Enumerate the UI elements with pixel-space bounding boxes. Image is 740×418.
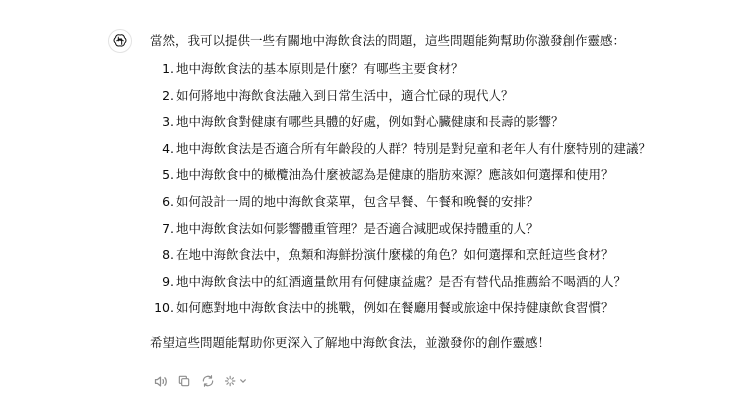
message-actions <box>151 372 249 390</box>
list-item <box>150 191 735 218</box>
list-text: 如何將地中海飲食法融入到日常生活中，適合忙碌的現代人？ <box>176 87 514 103</box>
copy-icon <box>177 374 191 388</box>
list-text: 地中海飲食法如何影響體重管理？是否適合減肥或保持體重的人？ <box>176 220 539 236</box>
assistant-avatar <box>108 29 132 53</box>
read-aloud-button[interactable] <box>151 372 169 390</box>
openai-logo-icon <box>112 33 128 49</box>
list-number: 6. <box>162 193 174 209</box>
speaker-icon <box>153 374 168 389</box>
question-list <box>150 58 735 324</box>
message-outro: 希望這些問題能幫助你更深入了解地中海飲食法，並激發你的創作靈感！ <box>150 334 551 350</box>
list-text: 地中海飲食法是否適合所有年齡段的人群？特別是對兒童和老年人有什麼特別的建議？ <box>176 140 652 156</box>
list-text: 地中海飲食法中的紅酒適量飲用有何健康益處？是否有替代品推薦給不喝酒的人？ <box>176 273 627 289</box>
list-number: 9. <box>162 273 174 289</box>
regenerate-button[interactable] <box>199 372 217 390</box>
list-text: 如何應對地中海飲食法中的挑戰，例如在餐廳用餐或旅途中保持健康飲食習慣？ <box>176 300 614 316</box>
list-item <box>150 58 735 85</box>
list-number: 7. <box>162 220 174 236</box>
list-text: 地中海飲食中的橄欖油為什麼被認為是健康的脂肪來源？應該如何選擇和使用？ <box>176 167 614 183</box>
list-item <box>150 218 735 245</box>
list-item <box>150 85 735 112</box>
list-text: 如何設計一周的地中海飲食菜單，包含早餐、午餐和晚餐的安排？ <box>176 193 539 209</box>
list-text: 在地中海飲食法中，魚類和海鮮扮演什麼樣的角色？如何選擇和烹飪這些食材？ <box>176 247 614 263</box>
list-item <box>150 164 735 191</box>
regenerate-icon <box>201 374 215 388</box>
assistant-message <box>150 30 735 354</box>
list-item <box>150 271 735 298</box>
list-text: 地中海飲食對健康有哪些具體的好處，例如對心臟健康和長壽的影響？ <box>176 114 564 130</box>
message-intro: 當然，我可以提供一些有關地中海飲食法的問題，這些問題能夠幫助你激發創作靈感： <box>150 33 626 48</box>
list-number: 3. <box>162 114 174 130</box>
change-model-button[interactable] <box>223 372 249 390</box>
list-number: 10. <box>154 300 174 316</box>
list-text: 地中海飲食法的基本原則是什麼？有哪些主要食材？ <box>176 61 464 76</box>
copy-button[interactable] <box>175 372 193 390</box>
list-item <box>150 244 735 271</box>
list-number: 1. <box>162 61 174 76</box>
list-number: 8. <box>162 247 174 263</box>
list-number: 2. <box>162 87 174 103</box>
list-number: 5. <box>162 167 174 183</box>
list-item <box>150 111 735 138</box>
list-item <box>150 297 735 324</box>
list-item <box>150 138 735 165</box>
sparkle-model-icon <box>224 374 248 388</box>
list-number: 4. <box>162 140 174 156</box>
